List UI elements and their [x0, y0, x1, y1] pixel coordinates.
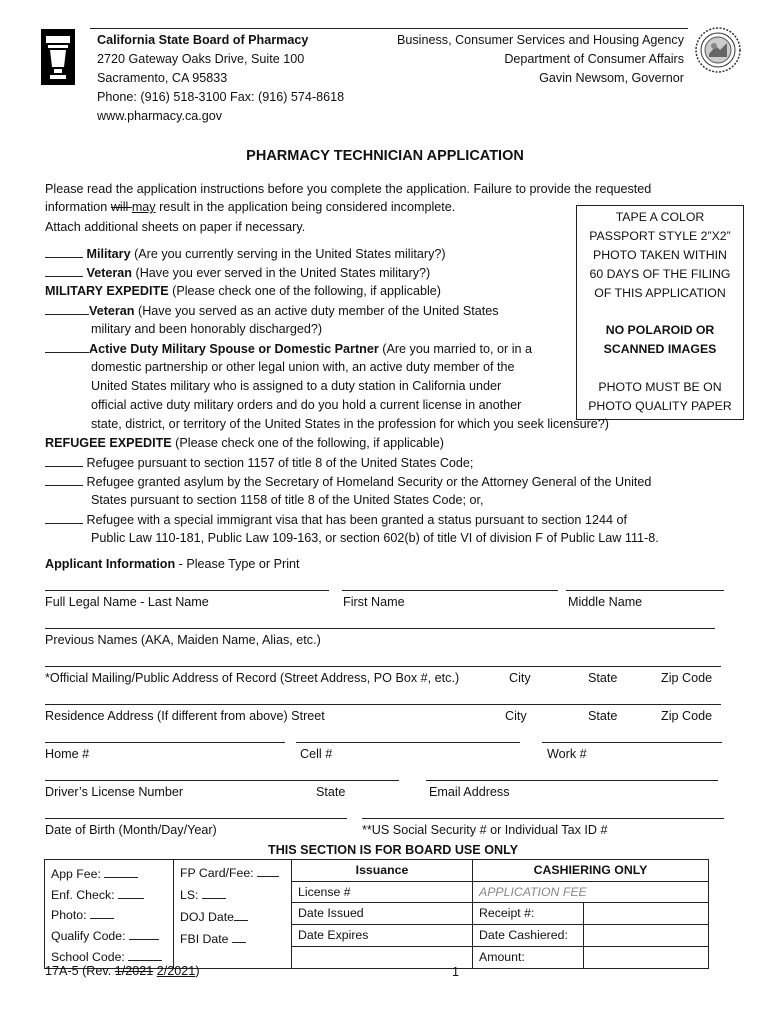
- board-phone: Phone: (916) 518-3100 Fax: (916) 574-8618: [97, 90, 345, 104]
- photo-box-line: PHOTO TAKEN WITHIN: [593, 248, 727, 262]
- ssn-field[interactable]: [362, 818, 724, 819]
- page-title: PHARMACY TECHNICIAN APPLICATION: [246, 148, 524, 164]
- refugee-option-2-blank[interactable]: [45, 474, 83, 486]
- ls-row: [180, 884, 285, 906]
- mailing-address-field[interactable]: [45, 666, 721, 667]
- school-code-blank[interactable]: [128, 949, 162, 961]
- receipt-value-cell[interactable]: [584, 903, 709, 925]
- amount-label-cell: Amount:: [473, 946, 584, 968]
- refugee-option-3-blank[interactable]: [45, 512, 83, 524]
- board-use-col2: [174, 860, 292, 969]
- veteran-checkbox-blank[interactable]: [45, 265, 83, 277]
- intro-line2-end: result in the application being considered incomplete.: [155, 200, 456, 214]
- residence-zip-label: Zip Code: [661, 709, 713, 723]
- spouse-option-cont: United States military who is assigned to a duty station in California under: [91, 379, 502, 393]
- state-seal: [694, 26, 742, 74]
- last-name-label: Full Legal Name - Last Name: [45, 595, 209, 609]
- email-field[interactable]: [426, 780, 718, 781]
- refugee-option-1-blank[interactable]: [45, 455, 83, 467]
- refugee-option-2-cont: States pursuant to section 1158 of title 8 of the United States Code; or,: [91, 493, 484, 507]
- license-number-cell[interactable]: License #: [292, 881, 473, 903]
- photo-box-line: NO POLAROID OR: [605, 323, 715, 337]
- refugee-expedite-heading: [45, 436, 444, 451]
- qualify-code-blank[interactable]: [129, 928, 159, 940]
- fbi-date-row: [180, 928, 285, 950]
- department-name: Department of Consumer Affairs: [504, 52, 684, 66]
- board-use-col1: [45, 860, 174, 969]
- refugee-option-2: [45, 474, 651, 490]
- board-website[interactable]: www.pharmacy.ca.gov: [97, 109, 223, 123]
- previous-names-label: Previous Names (AKA, Maiden Name, Alias, etc.): [45, 633, 321, 647]
- mailing-state-label: State: [588, 671, 618, 685]
- cell-phone-field[interactable]: [296, 742, 520, 743]
- amount-value-cell[interactable]: [584, 946, 709, 968]
- spouse-option-row: [45, 341, 532, 357]
- residence-state-label: State: [588, 709, 618, 723]
- app-fee-label: App Fee:: [51, 867, 101, 881]
- residence-city-label: City: [505, 709, 527, 723]
- photo-blank[interactable]: [90, 907, 114, 919]
- photo-box-line: SCANNED IMAGES: [603, 342, 717, 356]
- applicant-heading-label: Applicant Information: [45, 557, 176, 571]
- applicant-heading-note: - Please Type or Print: [175, 557, 300, 571]
- dob-label: Date of Birth (Month/Day/Year): [45, 823, 217, 837]
- ssn-label: **US Social Security # or Individual Tax ID #: [362, 823, 608, 837]
- qualify-code-label: Qualify Code:: [51, 929, 126, 944]
- photo-row: [51, 905, 167, 926]
- photo-box-line: PASSPORT STYLE 2”X2”: [589, 229, 731, 243]
- drivers-license-label: Driver’s License Number: [45, 785, 184, 799]
- fbi-date-blank[interactable]: [232, 931, 246, 943]
- dob-field[interactable]: [45, 818, 347, 819]
- veteran-option-blank[interactable]: [45, 303, 89, 315]
- intro-line2: [45, 200, 455, 215]
- intro-line2-start: information: [45, 200, 111, 214]
- doj-date-row: [180, 906, 285, 928]
- applicant-heading: [45, 557, 300, 572]
- intro-line1: Please read the application instructions before you complete the application. Failure to provide the requested: [45, 182, 652, 196]
- middle-name-field[interactable]: [566, 590, 724, 591]
- intro-line3: Attach additional sheets on paper if necessary.: [45, 220, 306, 234]
- work-phone-field[interactable]: [542, 742, 722, 743]
- fbi-date-label: FBI Date: [180, 932, 229, 946]
- previous-names-field[interactable]: [45, 628, 715, 629]
- mailing-address-label: *Official Mailing/Public Address of Record (Street Address, PO Box #, etc.): [45, 671, 460, 685]
- refugee-expedite-note: (Please check one of the following, if applicable): [171, 436, 444, 450]
- first-name-field[interactable]: [342, 590, 558, 591]
- cell-phone-label: Cell #: [300, 747, 333, 761]
- application-fee-cell: APPLICATION FEE: [473, 881, 709, 903]
- qualify-code-row: [51, 926, 167, 947]
- receipt-label-cell: Receipt #:: [473, 903, 584, 925]
- board-name: California State Board of Pharmacy: [97, 33, 309, 47]
- email-label: Email Address: [429, 785, 510, 799]
- photo-box-line: TAPE A COLOR: [615, 210, 705, 224]
- form-revision-prefix: 17A-5 (Rev.: [45, 964, 115, 978]
- mortar-pestle-icon: [41, 29, 75, 85]
- blank-issuance-cell: [292, 946, 473, 968]
- refugee-option-1-text: Refugee pursuant to section 1157 of title 8 of the United States Code;: [86, 456, 474, 470]
- board-use-heading: THIS SECTION IS FOR BOARD USE ONLY: [268, 843, 519, 857]
- doj-date-label: DOJ Date: [180, 910, 234, 924]
- home-phone-label: Home #: [45, 747, 90, 761]
- form-revision-new: 2/2021: [156, 964, 196, 978]
- ls-blank[interactable]: [202, 887, 226, 899]
- military-expedite-heading: [45, 284, 441, 299]
- spouse-option-label: Active Duty Military Spouse or Domestic Partner: [89, 342, 379, 356]
- photo-box-line: 60 DAYS OF THE FILING: [589, 267, 731, 281]
- spouse-option-question: (Are you married to, or in a: [378, 342, 533, 356]
- spouse-option-cont: state, district, or territory of the United States in the profession for which you seek licensure?): [91, 417, 609, 431]
- residence-address-field[interactable]: [45, 704, 721, 705]
- veteran-option-row: [45, 303, 499, 319]
- spouse-option-cont: official active duty military orders and do you hold a current license in another: [91, 398, 522, 412]
- veteran-label: Veteran: [86, 266, 133, 280]
- date-expires-cell[interactable]: Date Expires: [292, 925, 473, 947]
- agency-name: Business, Consumer Services and Housing Agency: [396, 33, 684, 47]
- military-expedite-note: (Please check one of the following, if applicable): [168, 284, 441, 298]
- california-seal-icon: [694, 26, 742, 74]
- residence-address-label: Residence Address (If different from above) Street: [45, 709, 325, 723]
- mailing-city-label: City: [509, 671, 531, 685]
- military-checkbox-blank[interactable]: [45, 246, 83, 258]
- date-cashiered-value-cell[interactable]: [584, 925, 709, 947]
- form-revision: [45, 964, 200, 979]
- veteran-option-cont: military and been honorably discharged?): [91, 322, 323, 336]
- military-row: [45, 246, 446, 262]
- refugee-option-3: [45, 512, 627, 528]
- issuance-header: Issuance: [292, 860, 473, 882]
- fp-card-label: FP Card/Fee:: [180, 866, 254, 880]
- date-issued-cell[interactable]: Date Issued: [292, 903, 473, 925]
- refugee-option-3-text: Refugee with a special immigrant visa that has been granted a status pursuant to section 1244 of: [86, 513, 627, 527]
- drivers-license-state-label: State: [316, 785, 346, 799]
- refugee-expedite-label: REFUGEE EXPEDITE: [45, 436, 172, 450]
- photo-box-line: PHOTO MUST BE ON: [598, 380, 722, 394]
- board-address-line2: Sacramento, CA 95833: [97, 71, 228, 85]
- veteran-option-label: Veteran: [89, 304, 135, 318]
- home-phone-field[interactable]: [45, 742, 285, 743]
- app-fee-blank[interactable]: [104, 866, 138, 878]
- military-question: (Are you currently serving in the United States military?): [130, 247, 446, 261]
- form-revision-suffix: ): [195, 964, 200, 978]
- spouse-option-cont: domestic partnership or other legal union with, an active duty member of the: [91, 360, 515, 374]
- doj-date-blank[interactable]: [234, 909, 248, 921]
- school-code-label: School Code:: [51, 949, 125, 964]
- fp-card-blank[interactable]: [257, 865, 279, 877]
- intro-inserted-text: may: [131, 200, 156, 214]
- date-cashiered-label-cell: Date Cashiered:: [473, 925, 584, 947]
- work-phone-label: Work #: [547, 747, 587, 761]
- app-fee-row: [51, 864, 167, 885]
- enf-check-row: [51, 885, 167, 906]
- fp-card-row: [180, 862, 285, 884]
- intro-struck-text: will: [110, 200, 132, 214]
- refugee-option-2-text: Refugee granted asylum by the Secretary of Homeland Security or the Attorney General of the United: [86, 475, 652, 489]
- refugee-option-3-cont: Public Law 110-181, Public Law 109-163, or section 602(b) of title VI of division F of Public Law 111-8.: [91, 531, 659, 545]
- header-top-rule: [90, 28, 688, 29]
- cashiering-header: CASHIERING ONLY: [473, 860, 709, 882]
- page-number: 1: [452, 965, 460, 979]
- veteran-option-question: (Have you served as an active duty member of the United States: [134, 304, 499, 318]
- spouse-option-blank[interactable]: [45, 341, 89, 353]
- last-name-field[interactable]: [45, 590, 329, 591]
- veteran-row: [45, 265, 430, 281]
- photo-box-line: OF THIS APPLICATION: [594, 286, 726, 300]
- photo-box-line: PHOTO QUALITY PAPER: [588, 399, 732, 413]
- ls-label: LS:: [180, 888, 199, 902]
- mailing-zip-label: Zip Code: [661, 671, 713, 685]
- enf-check-label: Enf. Check:: [51, 887, 115, 902]
- military-expedite-label: MILITARY EXPEDITE: [45, 284, 169, 298]
- middle-name-label: Middle Name: [568, 595, 643, 609]
- governor-name: Gavin Newsom, Governor: [539, 71, 684, 85]
- drivers-license-field[interactable]: [45, 780, 399, 781]
- board-use-table: [44, 859, 709, 969]
- photo-box[interactable]: [576, 205, 744, 420]
- board-address-line1: 2720 Gateway Oaks Drive, Suite 100: [97, 52, 305, 66]
- refugee-option-1: [45, 455, 473, 471]
- form-revision-old: 1/2021: [114, 964, 154, 978]
- enf-check-blank[interactable]: [118, 887, 144, 899]
- photo-label: Photo:: [51, 908, 87, 923]
- first-name-label: First Name: [343, 595, 405, 609]
- pharmacy-logo: [41, 29, 75, 85]
- veteran-question: (Have you ever served in the United States military?): [132, 266, 431, 280]
- military-label: Military: [86, 247, 131, 261]
